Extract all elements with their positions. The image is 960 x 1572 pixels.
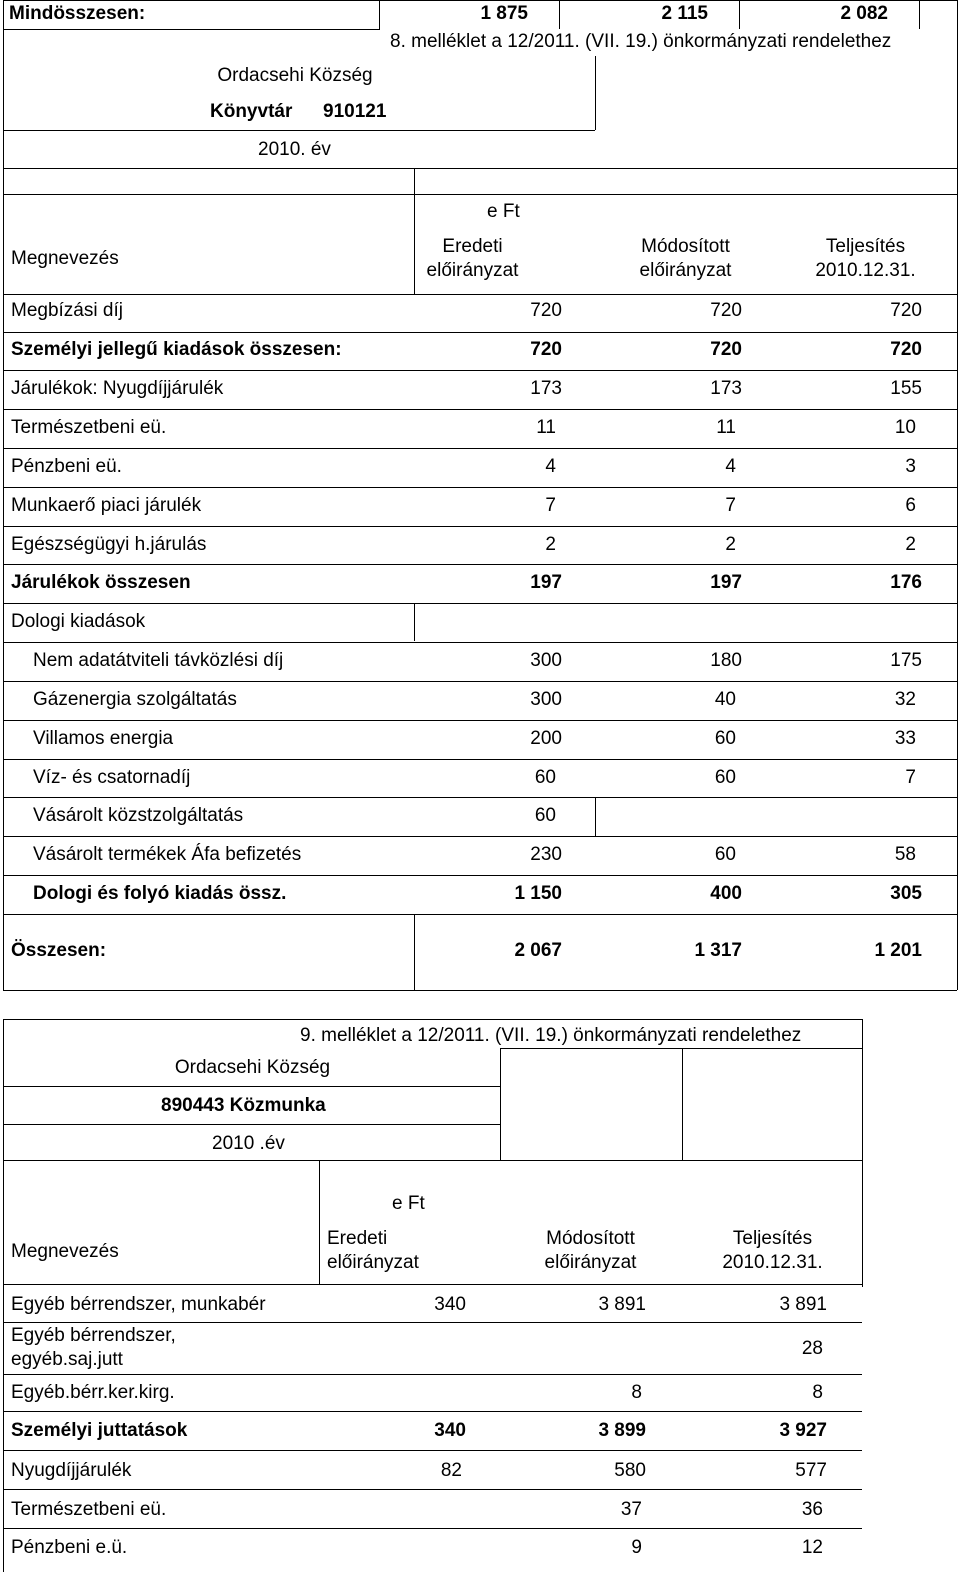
row-actual: 36 — [801, 1499, 823, 1520]
row-modified: 11 — [716, 417, 736, 438]
row-modified: 2 — [725, 534, 736, 555]
annex-title-2: 9. melléklet a 12/2011. (VII. 19.) önkormányzati rendelethez — [300, 1025, 802, 1046]
summary-label: Mindösszesen: — [9, 3, 146, 24]
row-actual: 8 — [812, 1382, 823, 1403]
row-name: Nyugdíjjárulék — [11, 1460, 132, 1481]
row-name: Víz- és csatornadíj — [33, 767, 191, 788]
header-modified-2: Módosított előirányzat — [544, 1228, 637, 1273]
row-actual: 33 — [894, 728, 916, 749]
currency-label-2: e Ft — [392, 1193, 425, 1214]
unit-title-2: 890443 Közmunka — [161, 1095, 326, 1116]
summary-original: 1 875 — [480, 3, 528, 24]
row-original: 60 — [534, 767, 556, 788]
row-modified: 173 — [710, 378, 742, 399]
row-original: 7 — [545, 495, 556, 516]
row-actual: 6 — [905, 495, 916, 516]
row-actual: 58 — [894, 844, 916, 865]
row-name: Járulékok összesen — [11, 572, 191, 593]
row-name: Munkaerő piaci járulék — [11, 495, 202, 516]
row-actual: 10 — [894, 417, 916, 438]
header-name-2: Megnevezés — [11, 1241, 119, 1262]
row-modified: 3 899 — [598, 1420, 646, 1441]
row-modified: 8 — [631, 1382, 642, 1403]
row-actual: 28 — [801, 1338, 823, 1359]
row-original: 2 — [545, 534, 556, 555]
row-original: 60 — [534, 805, 556, 826]
row-name: Vásárolt közstzolgáltatás — [33, 805, 244, 826]
row-actual: 155 — [890, 378, 922, 399]
municipality-title-2: Ordacsehi Község — [174, 1057, 331, 1078]
row-actual: 720 — [890, 339, 922, 360]
row-modified: 720 — [710, 339, 742, 360]
row-original: 720 — [530, 300, 562, 321]
row-actual: 720 — [890, 300, 922, 321]
row-original: 1 150 — [514, 883, 562, 904]
total-modified: 1 317 — [694, 940, 742, 961]
row-modified: 197 — [710, 572, 742, 593]
total-actual: 1 201 — [874, 940, 922, 961]
year-label: 2010. év — [258, 139, 331, 160]
row-modified: 4 — [725, 456, 736, 477]
row-actual: 3 927 — [779, 1420, 827, 1441]
row-name: Egyéb.bérr.ker.kirg. — [11, 1382, 175, 1403]
municipality-title: Ordacsehi Község — [217, 65, 373, 86]
row-original: 173 — [530, 378, 562, 399]
header-name: Megnevezés — [11, 248, 119, 269]
row-name: Megbízási díj — [11, 300, 123, 321]
row-original: 340 — [434, 1294, 466, 1315]
currency-label: e Ft — [487, 201, 520, 222]
total-original: 2 067 — [514, 940, 562, 961]
row-modified: 60 — [714, 728, 736, 749]
row-original: 197 — [530, 572, 562, 593]
unit-name: Könyvtár — [210, 101, 293, 122]
row-original: 82 — [440, 1460, 462, 1481]
row-name: Vásárolt termékek Áfa befizetés — [33, 844, 302, 865]
row-modified: 180 — [710, 650, 742, 671]
summary-modified: 2 115 — [661, 3, 708, 24]
row-modified: 60 — [714, 767, 736, 788]
row-name: Személyi jellegű kiadások összesen: — [11, 339, 342, 360]
row-modified: 40 — [714, 689, 736, 710]
row-original: 200 — [530, 728, 562, 749]
row-name: Egyéb bérrendszer, munkabér — [11, 1294, 266, 1315]
row-actual: 577 — [795, 1460, 827, 1481]
row-name: Egészségügyi h.járulás — [11, 534, 207, 555]
row-name: Pénzbeni e.ü. — [11, 1537, 128, 1558]
header-actual: Teljesítés 2010.12.31. — [815, 236, 916, 281]
row-original: 300 — [530, 689, 562, 710]
row-original: 340 — [434, 1420, 466, 1441]
row-original: 4 — [545, 456, 556, 477]
header-modified: Módosított előirányzat — [639, 236, 732, 281]
row-name: Dologi és folyó kiadás össz. — [33, 883, 287, 904]
row-actual: 175 — [890, 650, 922, 671]
header-actual-2: Teljesítés 2010.12.31. — [722, 1228, 823, 1273]
row-name: Személyi juttatások — [11, 1420, 188, 1441]
header-original: Eredeti előirányzat — [426, 236, 519, 281]
row-modified: 580 — [614, 1460, 646, 1481]
row-actual: 7 — [905, 767, 916, 788]
row-name: Természetbeni eü. — [11, 1499, 167, 1520]
row-actual: 3 — [905, 456, 916, 477]
row-name: Gázenergia szolgáltatás — [33, 689, 237, 710]
row-name: Nem adatátviteli távközlési díj — [33, 650, 284, 671]
row-modified: 7 — [725, 495, 736, 516]
annex-title: 8. melléklet a 12/2011. (VII. 19.) önkormányzati rendelethez — [390, 31, 892, 52]
row-actual: 32 — [894, 689, 916, 710]
row-modified: 9 — [631, 1537, 642, 1558]
unit-code: 910121 — [323, 101, 387, 122]
row-original: 300 — [530, 650, 562, 671]
header-original-2: Eredeti előirányzat — [327, 1228, 419, 1273]
row-actual: 12 — [801, 1537, 823, 1558]
summary-actual: 2 082 — [840, 3, 888, 24]
row-name: Dologi kiadások — [11, 611, 146, 632]
row-actual: 305 — [890, 883, 922, 904]
row-original: 720 — [530, 339, 562, 360]
row-name: Villamos energia — [33, 728, 174, 749]
row-original: 11 — [536, 417, 556, 438]
row-modified: 720 — [710, 300, 742, 321]
row-actual: 176 — [890, 572, 922, 593]
total-label: Összesen: — [11, 940, 107, 961]
row-modified: 3 891 — [598, 1294, 646, 1315]
row-name: Pénzbeni eü. — [11, 456, 122, 477]
row-modified: 37 — [620, 1499, 642, 1520]
row-actual: 3 891 — [779, 1294, 827, 1315]
row-name: Egyéb bérrendszer, egyéb.saj.jutt — [11, 1325, 176, 1370]
row-modified: 400 — [710, 883, 742, 904]
row-name: Járulékok: Nyugdíjjárulék — [11, 378, 224, 399]
row-name: Természetbeni eü. — [11, 417, 167, 438]
row-original: 230 — [530, 844, 562, 865]
row-actual: 2 — [905, 534, 916, 555]
year-label-2: 2010 .év — [212, 1133, 285, 1154]
row-modified: 60 — [714, 844, 736, 865]
